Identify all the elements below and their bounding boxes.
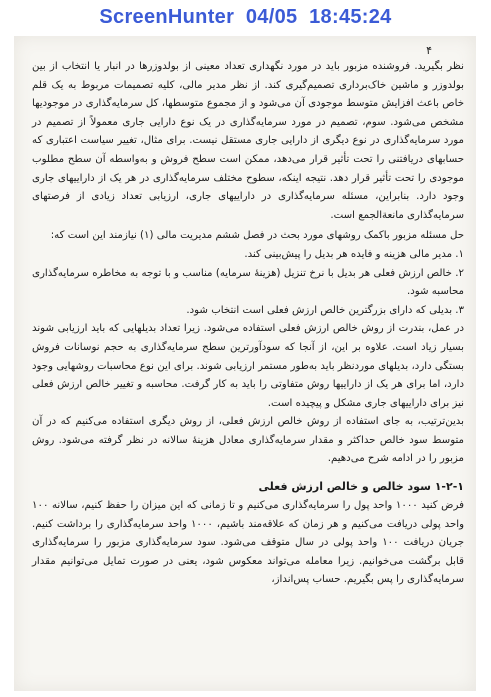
paragraph-npv-requirements: حل مسئله مزبور باکمک روشهای مورد بحث در فصل ششم مدیریت مالی (۱) نیازمند این است که: — [50, 230, 464, 242]
document-page — [14, 36, 476, 691]
list-item: ۳. بدیلی که دارای بزرگترین خالص ارزش فعلی است انتخاب شود. — [186, 304, 464, 316]
list-item: ۲. خالص ارزش فعلی هر بدیل با نرخ تنزیل (هزینهٔ سرمایه) مناسب و با توجه به مخاطره سرمایه‌گذاری محاسبه شود. — [32, 267, 464, 298]
paragraph-alternative-method: بدین‌ترتیب، به جای استفاده از روش خالص ارزش فعلی، از روش دیگری استفاده می‌کنیم که در آن متوسط سود خالص حداکثر و مقدار سرمایه‌گذاری معادل هزینهٔ سالانه در نظر گرفته می‌شود. روش مزبور را در ادامه شرح می‌دهیم. — [32, 416, 464, 465]
screenhunter-watermark: ScreenHunter 04/05 18:45:24 — [99, 6, 392, 28]
section-heading: ۱-۲-۱ سود خالص و خالص ارزش فعلی — [258, 480, 464, 494]
paragraph-investment-decisions: نظر بگیرید. فروشنده مزبور باید در مورد نگهداری تعداد معینی از بولدوزرها در انبار یا انتخاب از بین بولدوزر و ماشین خاک‌برداری تصمیم‌گیری کند. از نظر مدیر مالی، کلیه تصمیمات مربوط به یک قلم خاص باعث افزایش متوسط موجودی آن می‌شود و از مجموع متوسطها، کل سرمایه‌گذاری در موجودیها مشخص می‌شود. سوم، تصمیم در مورد سرمایه‌گذاری در یک نوع دارایی جاری معمولاً از تصمیم در مورد سرمایه‌گذاری در نوع دیگری از دارایی جاری مستقل نیست. برای مثال، تغییر سیاست اعتباری که حسابهای دریافتنی را تحت تأثیر قرار می‌دهد، ممکن است سطح فروش و به‌واسطه آن سطح مطلوب موجودی را تحت تأثیر قرار دهد. نتیجه اینکه، سطوح مختلف سرمایه‌گذاری در هر یک از داراییهای جاری وجود دارد. بنابراین، مسئله سرمایه‌گذاری در داراییهای جاری، ارزیابی تعداد زیادی از فرصتهای سرمایه‌گذاری مانعة‌الجمع است. — [32, 61, 464, 221]
page-number: ۴ — [426, 44, 432, 57]
page-body — [32, 58, 464, 590]
list-item: ۱. مدیر مالی هزینه و فایده هر بدیل را پیش‌بینی کند. — [244, 248, 464, 260]
paragraph-npv-in-practice: در عمل، بندرت از روش خالص ارزش فعلی استفاده می‌شود. زیرا تعداد بدیلهایی که باید ارزیابی شوند بسیار زیاد است. علاوه بر این، از آنجا که سودآورترین سطح سرمایه‌گذاری به حجم نوسانات فروش بستگی دارد، بدیلهای موردنظر باید به‌طور مستمر ارزیابی شوند. برای این نوع محاسبات روشهایی وجود دارد، اما برای هر یک از داراییها روش متفاوتی را باید به کار گرفت. محاسبه و تغییر خالص ارزش فعلی نیز برای داراییهای جاری مشکل و پیچیده است. — [32, 323, 464, 409]
requirements-list — [32, 246, 464, 320]
paragraph-reversible-investment: فرض کنید ۱۰۰۰ واحد پول را سرمایه‌گذاری می‌کنیم و تا زمانی که این میزان را حفظ کنیم، سالانه ۱۰۰ واحد پولی دریافت می‌کنیم و هر زمان که علاقه‌مند باشیم، ۱۰۰۰ واحد سرمایه‌گذاری را برداشت کنیم. جریان دریافت ۱۰۰ واحد پولی در سال متوقف می‌شود. سود سرمایه‌گذاری مزبور را سرمایه‌گذاری قابل برگشت می‌خوانیم. زیرا معامله می‌تواند معکوس شود، یعنی در صورت تمایل می‌توانیم مقدار سرمایه‌گذاری را پس بگیریم. حساب پس‌انداز، — [32, 500, 465, 586]
